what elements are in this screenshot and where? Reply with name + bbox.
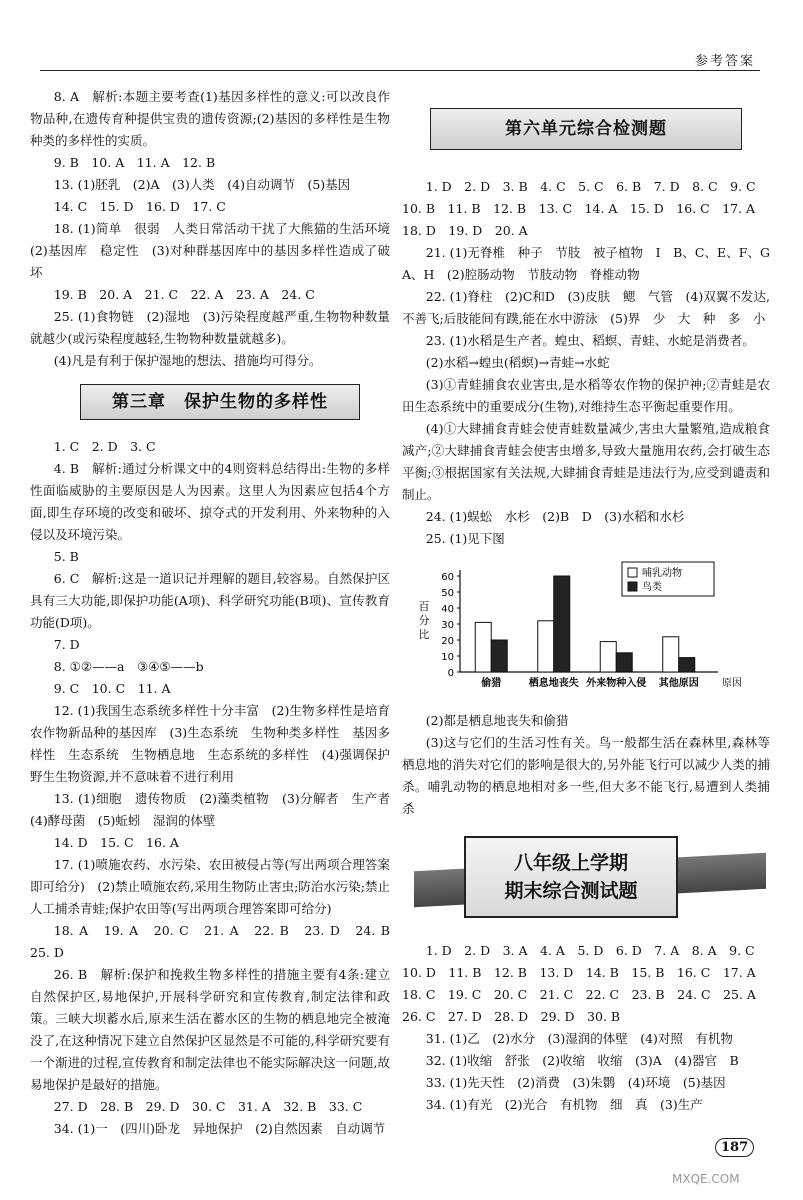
category-label: 外来物种入侵 xyxy=(586,678,647,689)
bar xyxy=(616,653,632,672)
answer-paragraph: (3)①青蛙捕食农业害虫,是水稻等农作物的保护神;②青蛙是农田生态系统中的重要成分(生物),对维持生态平衡起重要作用。 xyxy=(402,377,770,414)
y-tick-label: 40 xyxy=(441,604,454,615)
y-axis-label: 百 xyxy=(418,600,430,613)
answer-paragraph: 12. (1)我国生态系统多样性十分丰富 (2)生物多样性是培育农作物新品种的基因库 (3)生态系统 生物种类多样性 基因多样性 生态系统 生物栖息地 生态系统的多样性 (4)强调保护野生生物资源,并不意味着不进行利用 xyxy=(30,703,390,784)
banner-title-box xyxy=(464,836,678,918)
answer-paragraph: 18. A 19. A 20. C 21. A 22. B 23. D 24. B 25. D xyxy=(30,923,403,960)
section-heading: 第六单元综合检测题 xyxy=(430,108,742,150)
answer-paragraph: 14. D 15. C 16. A xyxy=(53,835,179,850)
section-heading: 第三章 保护生物的多样性 xyxy=(80,384,360,420)
legend-swatch xyxy=(628,582,637,591)
answer-paragraph: 22. (1)脊柱 (2)C和D (3)皮肤 鳃 气管 (4)双翼不发达,不善飞;后肢能间有蹼,能在水中游泳 (5)界 少 大 种 多 小 xyxy=(402,289,770,326)
banner-title-line1: 八年级上学期 xyxy=(513,852,628,874)
legend-label: 哺乳动物 xyxy=(642,568,682,579)
answer-paragraph: 9. C 10. C 11. A xyxy=(53,681,171,696)
bar xyxy=(538,621,554,672)
answer-paragraph: (4)凡是有利于保护湿地的想法、措施均可得分。 xyxy=(53,353,322,368)
page-number: 187 xyxy=(715,1138,754,1157)
answer-paragraph: 19. B 20. A 21. C 22. A 23. A 24. C xyxy=(53,287,315,302)
header-rule xyxy=(40,70,760,71)
answer-paragraph: 8. ①②——a ③④⑤——b xyxy=(53,659,204,674)
bar xyxy=(475,622,491,672)
right-column xyxy=(402,86,783,1116)
y-tick-label: 20 xyxy=(441,636,454,647)
answer-paragraph: 1. D 2. D 3. B 4. C 5. C 6. B 7. D 8. C 9. C xyxy=(425,179,756,194)
running-header: 参考答案 xyxy=(694,54,755,69)
answer-paragraph: 13. (1)细胞 遗传物质 (2)藻类植物 (3)分解者 生产者 (4)酵母菌 (5)蚯蚓 湿润的体壁 xyxy=(30,791,403,828)
watermark: MXQE.COM xyxy=(672,1172,740,1186)
answer-paragraph: (2)水稻→蝗虫(稻螟)→青蛙→水蛇 xyxy=(425,355,610,370)
bar xyxy=(679,658,695,672)
answer-paragraph: 1. D 2. D 3. A 4. A 5. D 6. D 7. A 8. A 9. C xyxy=(425,943,755,958)
answer-paragraph: 33. (1)先天性 (2)消费 (3)朱鹮 (4)环境 (5)基因 xyxy=(425,1075,726,1090)
y-tick-label: 60 xyxy=(441,572,454,583)
bar xyxy=(663,637,679,672)
answer-paragraph: 25. (1)食物链 (2)湿地 (3)污染程度越严重,生物物种数量就越少(或污染程度越轻,生物物种数量就越多)。 xyxy=(30,309,390,346)
banner-title-line2: 期末综合测试题 xyxy=(504,880,638,902)
y-axis-label: 比 xyxy=(418,628,430,641)
left-column xyxy=(30,86,403,1140)
answer-paragraph: 26. B 解析:保护和挽救生物多样性的措施主要有4条:建立自然保护区,易地保护,开展科学研究和宣传教育,制定法律和政策。三峡大坝蓄水后,原来生活在蓄水区的生物的栖息地完全被淹没了,在这种情况下建立自然保护区显然是不可能的,科学研究要有一个渐进的过程,宣传教育和制定法律也不能实际解决这一问题,故易地保护是最好的措施。 xyxy=(30,967,390,1092)
y-axis-label: 分 xyxy=(418,614,430,627)
answer-paragraph: 4. B 解析:通过分析课文中的4则资料总结得出:生物的多样性面临威胁的主要原因是人为因素。这里人为因素应包括4个方面,即生存环境的改变和破坏、掠夺式的开发利用、外来物种的入侵以及环境污染。 xyxy=(30,461,390,542)
bar xyxy=(600,642,616,672)
answer-paragraph: 34. (1)有光 (2)光合 有机物 细 真 (3)生产 xyxy=(425,1097,703,1112)
answer-paragraph: 25. (1)见下图 xyxy=(425,531,505,546)
answer-paragraph: 14. C 15. D 16. D 17. C xyxy=(53,199,226,214)
answer-paragraph: 18. C 19. C 20. C 21. C 22. C 23. B 24. C 25. A xyxy=(402,987,756,1002)
answer-paragraph: 27. D 28. B 29. D 30. C 31. A 32. B 33. C xyxy=(53,1099,363,1114)
exam-banner xyxy=(402,836,770,922)
answer-paragraph: 10. B 11. B 12. B 13. C 14. A 15. D 16. C 17. A xyxy=(402,201,756,216)
answer-paragraph: 23. (1)水稻是生产者。蝗虫、稻螟、青蛙、水蛇是消费者。 xyxy=(425,333,755,348)
bar xyxy=(554,576,570,672)
legend-label: 鸟类 xyxy=(642,582,662,593)
bar xyxy=(491,640,507,672)
answer-paragraph: 8. A 解析:本题主要考查(1)基因多样性的意义:可以改良作物品种,在遗传育种提供宝贵的遗传资源;(2)基因的多样性是生物种类的多样性的实质。 xyxy=(30,89,390,148)
y-tick-label: 50 xyxy=(441,588,454,599)
answer-paragraph: 9. B 10. A 11. A 12. B xyxy=(53,155,216,170)
answer-paragraph: (2)都是栖息地丧失和偷猎 xyxy=(425,713,569,728)
answer-paragraph: 13. (1)胚乳 (2)A (3)人类 (4)自动调节 (5)基因 xyxy=(53,177,351,192)
answer-paragraph: 1. C 2. D 3. C xyxy=(53,439,156,454)
answer-paragraph: 24. (1)蜈蚣 水杉 (2)B D (3)水稻和水杉 xyxy=(425,509,685,524)
answer-paragraph: 7. D xyxy=(53,637,80,652)
answer-paragraph: 5. B xyxy=(53,549,79,564)
x-axis-label: 原因 xyxy=(722,678,742,689)
answer-paragraph: 26. C 27. D 28. D 29. D 30. B xyxy=(402,1009,621,1024)
answer-paragraph: 10. D 11. B 12. B 13. D 14. B 15. B 16. C 17. A xyxy=(402,965,756,980)
answer-paragraph: 31. (1)乙 (2)水分 (3)湿润的体壁 (4)对照 有机物 xyxy=(425,1031,733,1046)
category-label: 偷猎 xyxy=(481,678,502,689)
bar-chart-svg xyxy=(402,554,770,704)
answer-paragraph: (4)①大肆捕食青蛙会使青蛙数量减少,害虫大量繁殖,造成粮食减产;②大肆捕食青蛙会使害虫增多,导致大量施用农药,会打破生态平衡;③根据国家有关法规,大肆捕食青蛙是违法行为,应受到谴责和制止。 xyxy=(402,421,770,502)
answer-paragraph: 18. D 19. D 20. A xyxy=(402,223,528,238)
final-exam-answers xyxy=(402,940,770,1116)
unit6-answers xyxy=(402,108,783,550)
answer-paragraph: 18. (1)简单 很弱 人类日常活动干扰了大熊猫的生活环境 (2)基因库 稳定性 (3)对种群基因库中的基因多样性造成了破坏 xyxy=(30,221,403,280)
bar-chart xyxy=(402,554,770,704)
answer-paragraph: 34. (1)一 (四川)卧龙 异地保护 (2)自然因素 自动调节 xyxy=(53,1121,386,1136)
category-label: 栖息地丧失 xyxy=(528,678,579,689)
answer-paragraph: 21. (1)无脊椎 种子 节肢 被子植物 I B、C、E、F、G A、H (2)腔肠动物 节肢动物 脊椎动物 xyxy=(402,245,783,282)
answer-paragraph: 6. C 解析:这是一道识记并理解的题目,较容易。自然保护区具有三大功能,即保护功能(A项)、科学研究功能(B项)、宣传教育功能(D项)。 xyxy=(30,571,390,630)
legend-swatch xyxy=(628,568,637,577)
chart-answers xyxy=(402,710,770,820)
y-tick-label: 10 xyxy=(441,652,454,663)
category-label: 其他原因 xyxy=(658,678,699,689)
y-tick-label: 0 xyxy=(447,668,454,679)
answer-paragraph: 32. (1)收缩 舒张 (2)收缩 收缩 (3)A (4)器官 B xyxy=(425,1053,739,1068)
answer-paragraph: 17. (1)喷施农药、水污染、农田被侵占等(写出两项合理答案即可给分) (2)禁止喷施农药,采用生物防止害虫;防治水污染;禁止人工捕杀青蛙;保护农田等(写出两项合理答案即可给分) xyxy=(30,857,390,916)
y-tick-label: 30 xyxy=(441,620,454,631)
answer-paragraph: (3)这与它们的生活习性有关。鸟一般都生活在森林里,森林等栖息地的消失对它们的影响是很大的,另外能飞行可以减少人类的捕杀。哺乳动物的栖息地相对多一些,但大多不能飞行,易遭到人类捕杀 xyxy=(402,735,770,816)
